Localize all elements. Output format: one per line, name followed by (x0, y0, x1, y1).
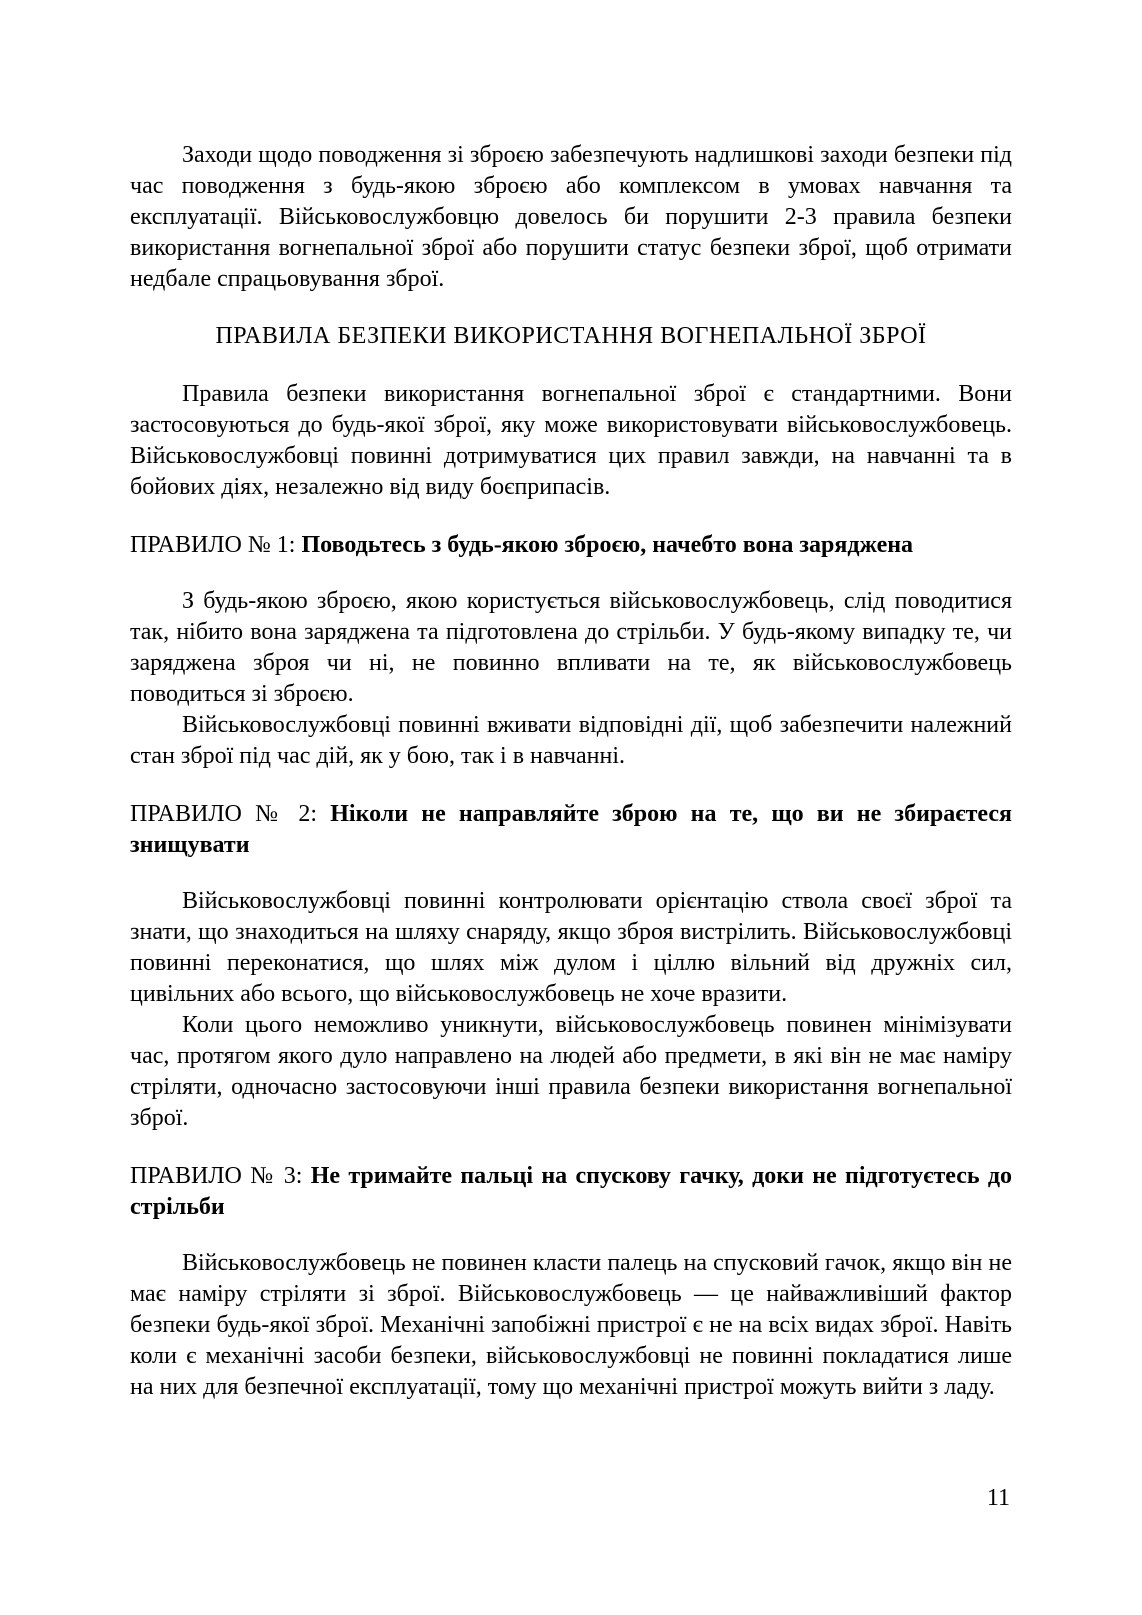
rule-3-title: Не тримайте пальці на спускову гачку, доки не підготуєтесь до стрільби (130, 1163, 1012, 1220)
page-number: 11 (986, 1485, 1010, 1511)
rule-1-title: Поводьтесь з будь-якою зброєю, начебто вона заряджена (301, 532, 914, 558)
rule-3-paragraph-1: Військовослужбовець не повинен класти палець на спусковий гачок, якщо він не має наміру стріляти зі зброї. Військовослужбовець — це найважливіший фактор безпеки будь-якої зброї. Механічні запобіжні пристрої є не на всіх видах зброї. Навіть коли є механічні засоби безпеки, військовослужбовці не повинні покладатися лише на них для безпечної експлуатації, тому що механічні пристрої можуть вийти з ладу. (130, 1250, 1012, 1400)
rule-1-paragraph-2: Військовослужбовці повинні вживати відповідні дії, щоб забезпечити належний стан зброї під час дій, як у бою, так і в навчанні. (130, 712, 1012, 769)
rule-2-heading (130, 799, 1012, 861)
rule-2-paragraph-1: Військовослужбовці повинні контролювати орієнтацію ствола своєї зброї та знати, що знаходиться на шляху снаряду, якщо зброя вистрілить. Військовослужбовці повинні переконатися, що шлях між дулом і ціллю вільний від дружніх сил, цивільних або всього, що військовослужбовець не хоче вразити. (130, 888, 1012, 1007)
intro-paragraph: Заходи щодо поводження зі зброєю забезпечують надлишкові заходи безпеки під час поводження з будь-якою зброєю або комплексом в умовах навчання та експлуатації. Військовослужбовцю довелось би порушити 2-3 правила безпеки використання вогнепальної зброї або порушити статус безпеки зброї, щоб отримати недбале спрацьовування зброї. (130, 142, 1012, 292)
rules-intro-paragraph: Правила безпеки використання вогнепальної зброї є стандартними. Вони застосовуються до будь-якої зброї, яку може використовувати військовослужбовець. Військовослужбовці повинні дотримуватися цих правил завжди, на навчанні та в бойових діях, незалежно від виду боєприпасів. (130, 381, 1012, 500)
rule-1-paragraph-1: З будь-якою зброєю, якою користується військовослужбовець, слід поводитися так, нібито вона заряджена та підготовлена до стрільби. У будь-якому випадку те, чи заряджена зброя чи ні, не повинно впливати на те, як військовослужбовець поводиться зі зброєю. (130, 588, 1012, 707)
rule-3-heading (130, 1161, 1012, 1223)
rule-2-label: ПРАВИЛО № 2: (130, 801, 318, 827)
rule-2-paragraph-2: Коли цього неможливо уникнути, військовослужбовець повинен мінімізувати час, протягом якого дуло направлено на людей або предмети, в які він не має наміру стріляти, одночасно застосовуючи інші правила безпеки використання вогнепальної зброї. (130, 1012, 1012, 1131)
rule-1-label: ПРАВИЛО № 1: (130, 532, 296, 558)
rule-2-title: Ніколи не направляйте зброю на те, що ви не збираєтеся знищувати (130, 801, 1012, 858)
rule-3-label: ПРАВИЛО № 3: (130, 1163, 303, 1189)
section-heading: ПРАВИЛА БЕЗПЕКИ ВИКОРИСТАННЯ ВОГНЕПАЛЬНОЇ ЗБРОЇ (215, 323, 927, 349)
rule-1-heading (130, 530, 1012, 561)
